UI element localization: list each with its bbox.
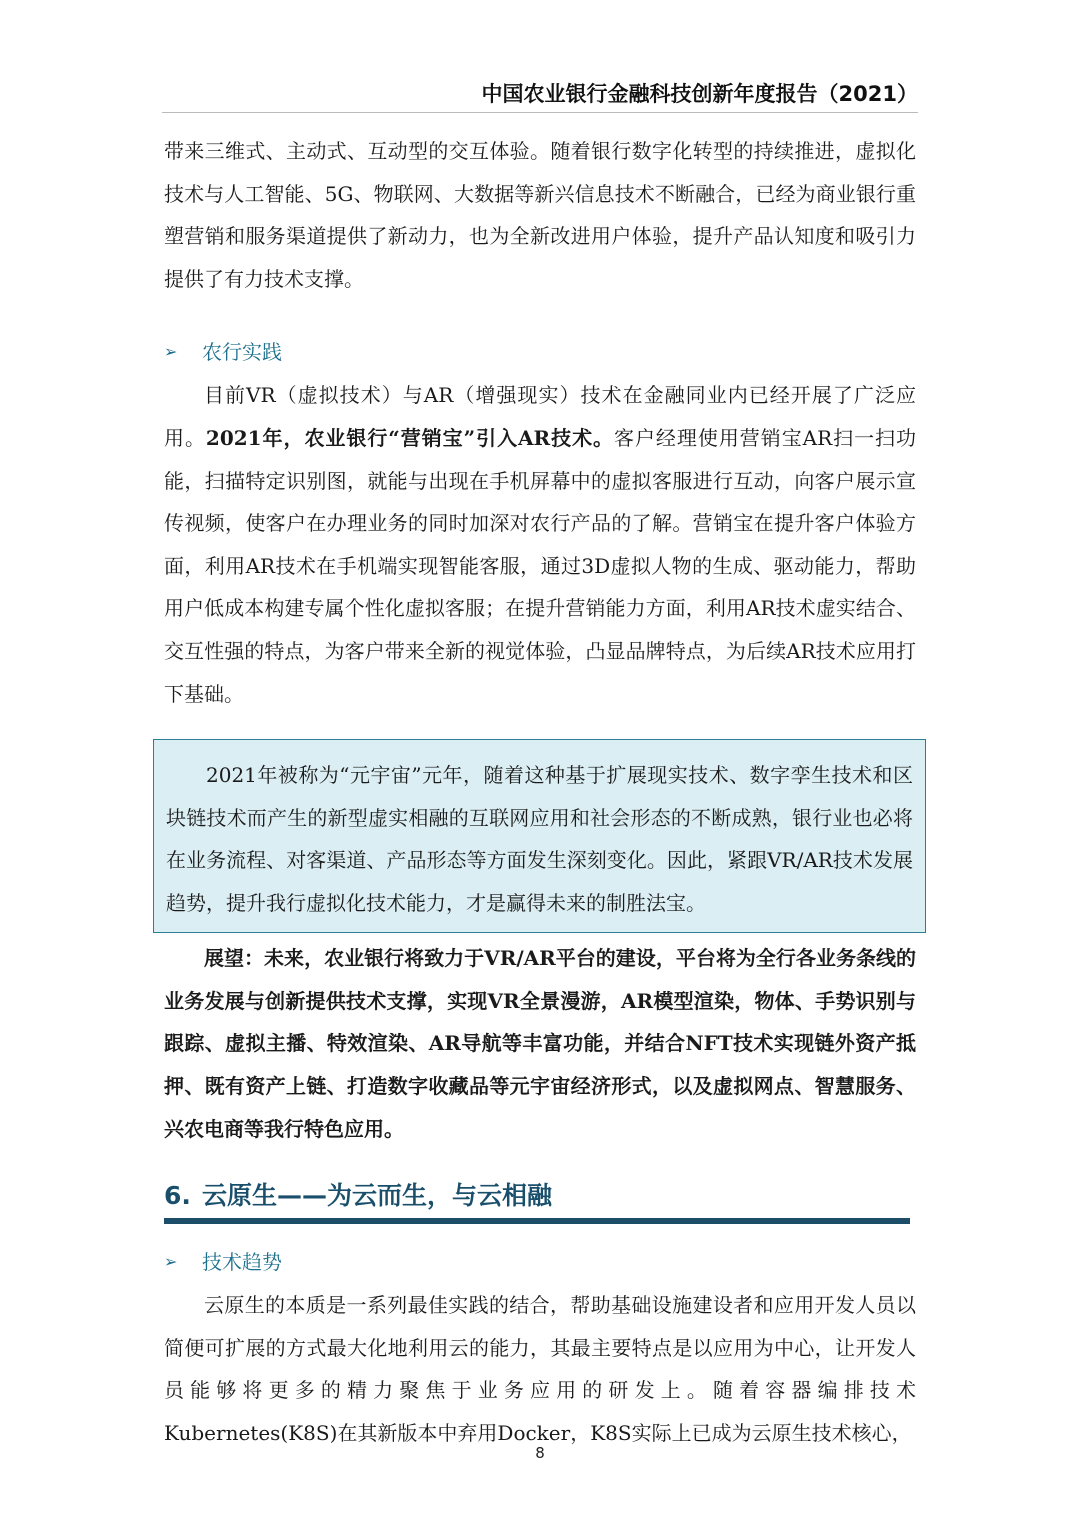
practice-text-part1: 目前VR（虚拟技术）与AR（增强现实）技术在金融同业内已经开展了广泛应用。 bbox=[164, 383, 916, 450]
subheading-practice bbox=[164, 330, 916, 374]
trend-paragraph: 云原生的本质是一系列最佳实践的结合，帮助基础设施建设者和应用开发人员以简便可扩展的方式最大化地利用云的能力，其最主要特点是以应用为中心，让开发人员能够将更多的精力聚焦于业务应用的研发上。随着容器编排技术Kubernetes(K8S)在其新版本中弃用Docker，K8S实际上已成为云原生技术核心， bbox=[164, 1293, 916, 1445]
outlook-paragraph: 展望：未来，农业银行将致力于VR/AR平台的建设，平台将为全行各业务条线的业务发展与创新提供技术支撑，实现VR全景漫游，AR模型渲染，物体、手势识别与跟踪、虚拟主播、特效渲染、AR导航等丰富功能，并结合NFT技术实现链外资产抵押、既有资产上链、打造数字收藏品等元宇宙经济形式，以及虚拟网点、智慧服务、兴农电商等我行特色应用。 bbox=[164, 946, 916, 1141]
section-6-number: 6. bbox=[164, 1181, 191, 1211]
section-6-heading bbox=[164, 1176, 916, 1216]
page-content bbox=[164, 130, 916, 1454]
section-6-rule bbox=[164, 1218, 910, 1224]
metaverse-callout-box bbox=[153, 739, 926, 933]
section-6-title: 云原生——为云而生，与云相融 bbox=[202, 1181, 553, 1211]
header-divider bbox=[162, 112, 918, 113]
practice-highlight: 2021年，农业银行“营销宝”引入AR技术。 bbox=[205, 425, 615, 450]
subheading-practice-label: 农行实践 bbox=[202, 340, 282, 365]
arrow-bullet-icon: ➢ bbox=[164, 342, 178, 362]
callout-text: 2021年被称为“元宇宙”元年，随着这种基于扩展现实技术、数字孪生技术和区块链技术而产生的新型虚实相融的互联网应用和社会形态的不断成熟，银行业也必将在业务流程、对客渠道、产品形态等方面发生深刻变化。因此，紧跟VR/AR技术发展趋势，提升我行虚拟化技术能力，才是赢得未来的制胜法宝。 bbox=[166, 763, 913, 915]
report-header-title: 中国农业银行金融科技创新年度报告（2021） bbox=[481, 82, 918, 106]
subheading-trend-label: 技术趋势 bbox=[202, 1250, 282, 1275]
arrow-bullet-icon: ➢ bbox=[164, 1252, 178, 1272]
intro-paragraph: 带来三维式、主动式、互动型的交互体验。随着银行数字化转型的持续推进，虚拟化技术与人工智能、5G、物联网、大数据等新兴信息技术不断融合，已经为商业银行重塑营销和服务渠道提供了新动力，也为全新改进用户体验，提升产品认知度和吸引力提供了有力技术支撑。 bbox=[164, 139, 916, 291]
practice-text-part2: 客户经理使用营销宝AR扫一扫功能，扫描特定识别图，就能与出现在手机屏幕中的虚拟客服进行互动，向客户展示宣传视频，使客户在办理业务的同时加深对农行产品的了解。营销宝在提升客户体验方面，利用AR技术在手机端实现智能客服，通过3D虚拟人物的生成、驱动能力，帮助用户低成本构建专属个性化虚拟客服；在提升营销能力方面，利用AR技术虚实结合、交互性强的特点，为客户带来全新的视觉体验，凸显品牌特点，为后续AR技术应用打下基础。 bbox=[164, 425, 916, 706]
practice-paragraph bbox=[164, 374, 916, 715]
subheading-trend bbox=[164, 1240, 916, 1284]
page-number: 8 bbox=[535, 1444, 545, 1462]
